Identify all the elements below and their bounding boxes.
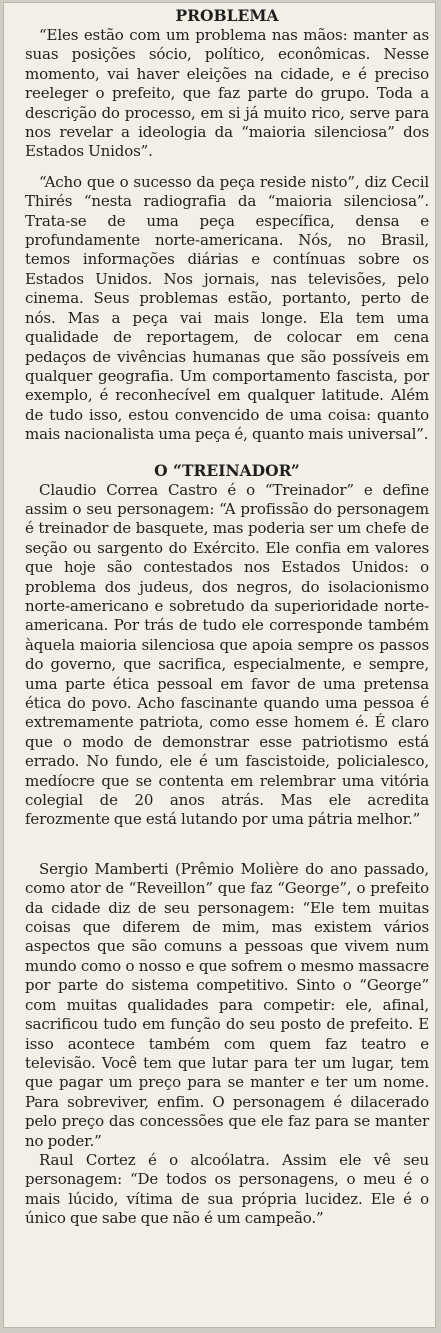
paragraph: Sergio Mamberti (Prêmio Molière do ano passado, como ator de “Reveillon” que faz “George”, o prefeito da cidade diz de seu personagem: “Ele tem muitas coisas que diferem de mim, mas existem vários aspectos que são comuns a pessoas que vivem num mundo como o nosso e que sofrem o mesmo massacre por parte do sistema competitivo. Sinto o “George” com muitas qualidades para competir: ele, afinal, sacrificou tudo em função do seu posto de prefeito. E isso acontece também com quem faz teatro e televisão. Você tem que lutar para ter um lugar, tem que pagar um preço para se manter e ter um nome. Para sobreviver, enfim. O personagem é dilacerado pelo preço das concessões que ele faz para se manter no poder.” xyxy=(25,859,429,1150)
section-heading-treinador: O “TREINADOR” xyxy=(154,460,300,480)
paragraph: Claudio Correa Castro é o “Treinador” e define assim o seu personagem: “A profissão do personagem é treinador de basquete, mas poderia ser um chefe de seção ou sargento do Exército. Ele confia em valores que hoje são contestados nos Estados Unidos: o problema dos judeus, dos negros, do isolacionismo norte-americano e sobretudo da superioridade norte-americana. Por trás de tudo ele corresponde também àquela maioria silenciosa que apoia sempre os passos do governo, que sacrifica, especialmente, e sempre, uma parte ética pessoal em favor de uma pretensa ética do povo. Acho fascinante quando uma pessoa é extremamente patriota, como esse homem é. É claro que o modo de demonstrar esse patriotismo está errado. No fundo, ele é um fascistoide, policialesco, medíocre que se contenta em relembrar uma vitória colegial de 20 anos atrás. Mas ele acredita ferozmente que está lutando por uma pátria melhor.” xyxy=(25,480,429,829)
paragraph-gap xyxy=(25,830,429,860)
newspaper-clipping xyxy=(3,2,436,1328)
section-heading-problema: PROBLEMA xyxy=(175,6,279,25)
paragraph: “Acho que o sucesso da peça reside nisto”, diz Cecil Thirés “nesta radiografia da “maioria silenciosa”. Trata-se de uma peça específica, densa e profundamente norte-americana. Nós, no Brasil, temos informações diárias e contínuas sobre os Estados Unidos. Nos jornais, nas televisões, pelo cinema. Seus problemas estão, portanto, perto de nós. Mas a peça vai mais longe. Ela tem uma qualidade de reportagem, de colocar em cena pedaços de vivências humanas que são possíveis em qualquer geografia. Um comportamento fascista, por exemplo, é reconhecível em qualquer latitude. Além de tudo isso, estou convencido de uma coisa: quanto mais nacionalista uma peça é, quanto mais universal”. xyxy=(25,172,429,444)
paragraph-gap xyxy=(25,162,429,173)
paragraph: Raul Cortez é o alcoólatra. Assim ele vê seu personagem: “De todos os personagens, o meu é o mais lúcido, vítima de sua própria lucidez. Ele é o único que sabe que não é um campeão.” xyxy=(25,1150,429,1228)
section-gap xyxy=(25,445,429,461)
article-column xyxy=(25,6,429,1229)
paragraph: “Eles estão com um problema nas mãos: manter as suas posições sócio, político, econômicas. Nesse momento, vai haver eleições na cidade, e é preciso reeleger o prefeito, que faz parte do grupo. Toda a descrição do processo, em si já muito rico, serve para nos revelar a ideologia da “maioria silenciosa” dos Estados Unidos”. xyxy=(25,26,429,161)
